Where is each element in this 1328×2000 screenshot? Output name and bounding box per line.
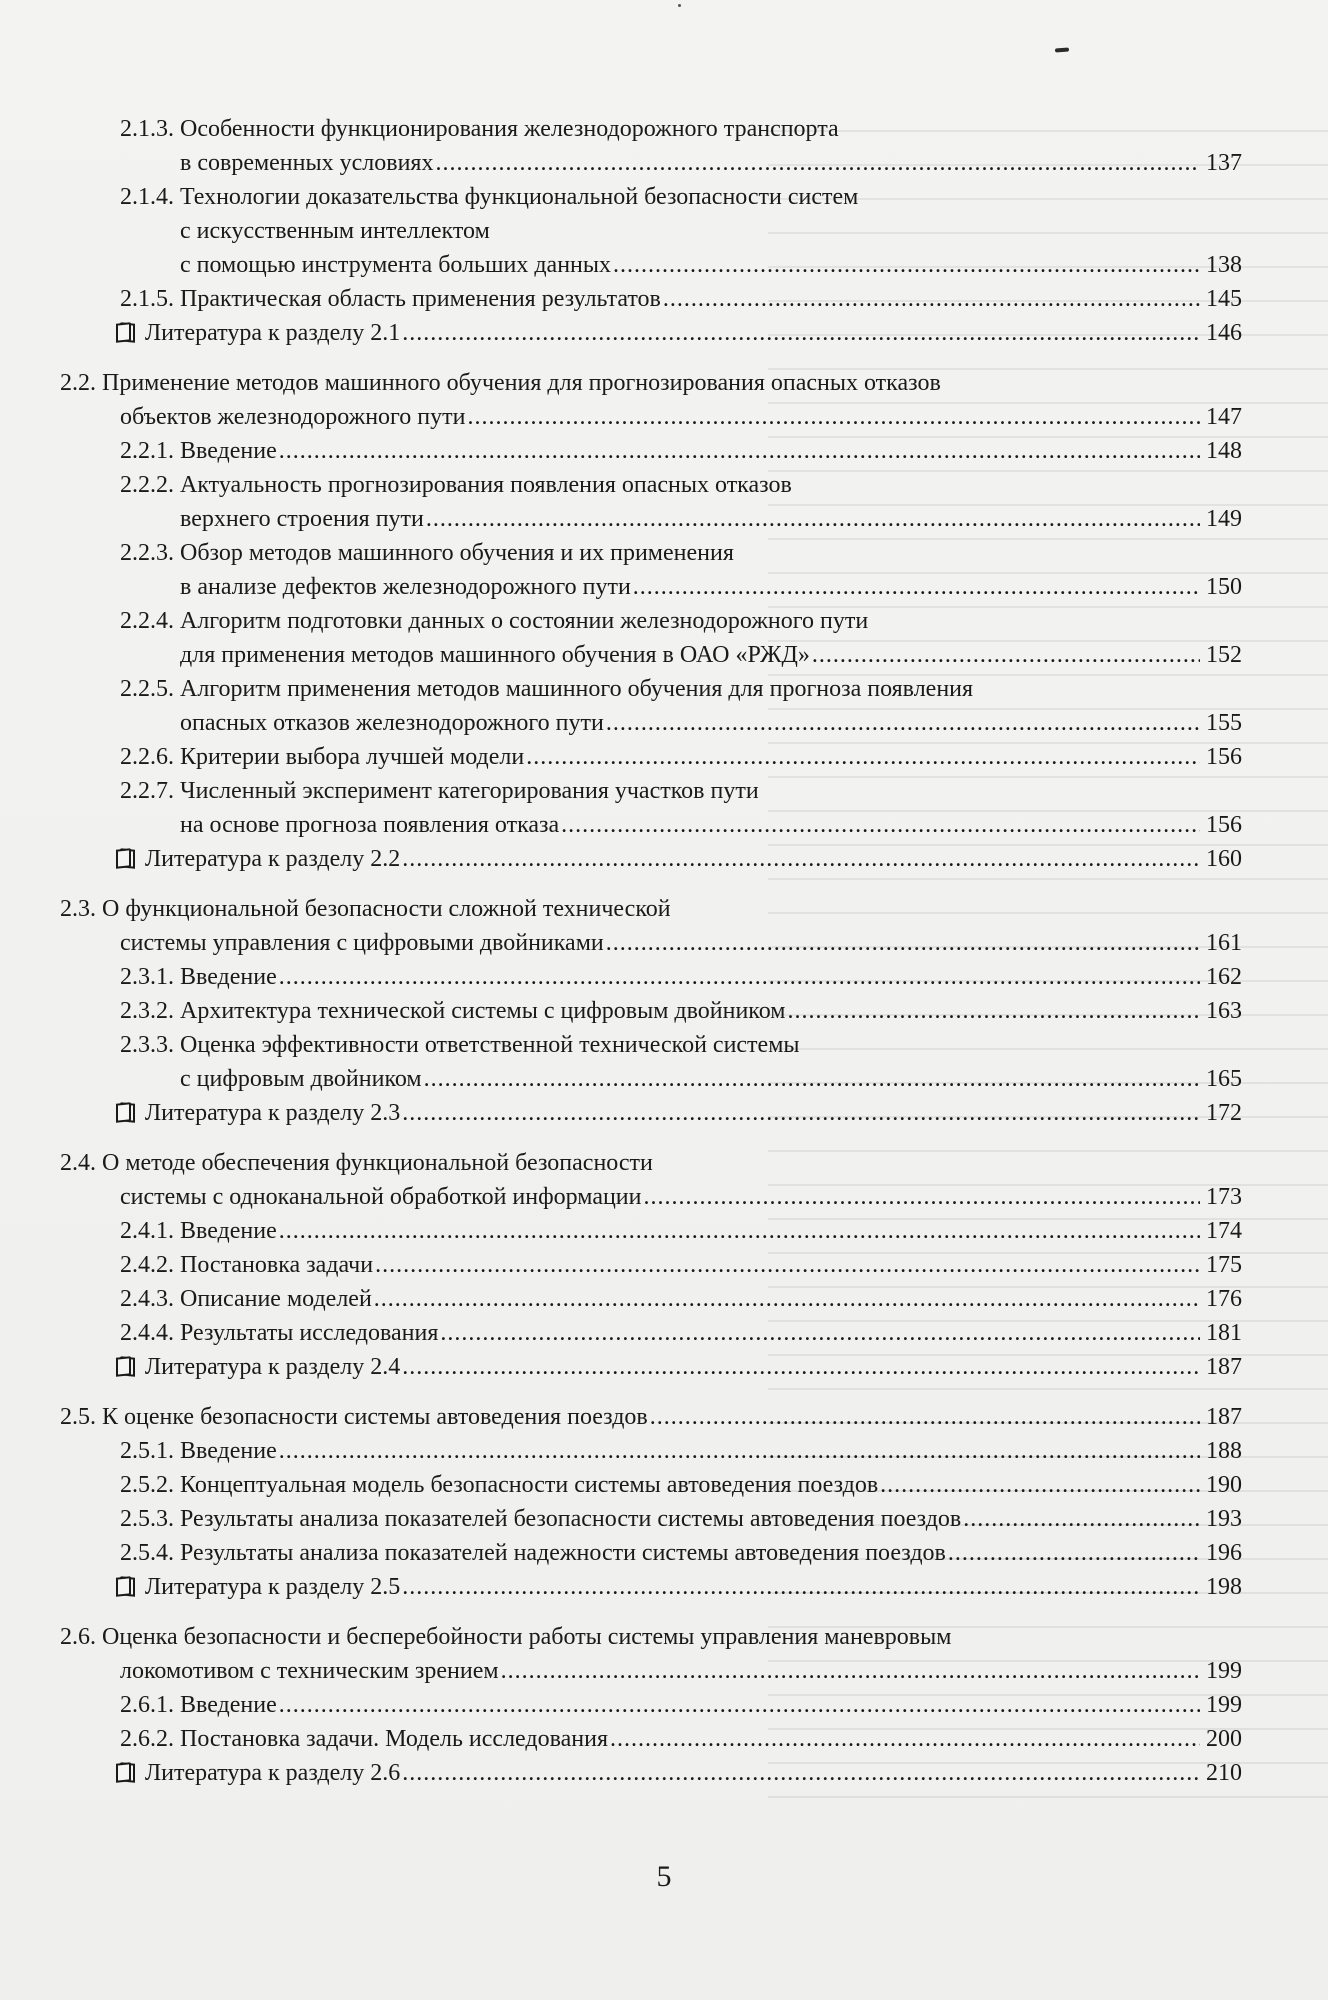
dot-leader — [501, 1654, 1200, 1688]
toc-entry[interactable] — [60, 604, 1242, 638]
toc-page-number: 145 — [1206, 286, 1242, 312]
toc-entry-title: системы с одноканальной обработкой информации — [120, 1184, 642, 1210]
dot-leader — [279, 960, 1200, 994]
dot-leader — [963, 1502, 1200, 1536]
toc-entry[interactable] — [60, 1028, 1242, 1062]
dot-leader — [787, 994, 1200, 1028]
ink-mark — [1055, 48, 1069, 53]
dot-leader — [812, 638, 1200, 672]
toc-entry-title: 2.2.2. Актуальность прогнозирования появления опасных отказов — [120, 472, 792, 498]
dot-leader — [402, 1350, 1200, 1384]
toc-entry-title: верхнего строения пути — [180, 506, 424, 532]
toc-literature-entry[interactable] — [60, 842, 1242, 876]
toc-page-number: 137 — [1206, 150, 1242, 176]
toc-entry-title: опасных отказов железнодорожного пути — [180, 710, 604, 736]
toc-entry-title: 2.1.4. Технологии доказательства функциональной безопасности систем — [120, 184, 859, 210]
toc-entry[interactable] — [60, 366, 1242, 400]
section-gap — [60, 1604, 1242, 1620]
toc-page-number: 160 — [1206, 846, 1242, 872]
toc-page-number: 163 — [1206, 998, 1242, 1024]
dot-leader — [402, 842, 1200, 876]
toc-entry-title: объектов железнодорожного пути — [120, 404, 466, 430]
book-icon — [120, 1102, 131, 1120]
toc-entry[interactable] — [60, 214, 1242, 248]
toc-entry[interactable] — [60, 1502, 1242, 1536]
toc-entry[interactable] — [60, 1146, 1242, 1180]
dot-leader — [606, 926, 1200, 960]
toc-page-number: 165 — [1206, 1066, 1242, 1092]
dot-leader — [561, 808, 1200, 842]
toc-page-number: 161 — [1206, 930, 1242, 956]
dot-leader — [948, 1536, 1200, 1570]
toc-entry-title: 2.2.3. Обзор методов машинного обучения и их применения — [120, 540, 734, 566]
toc-entry[interactable] — [60, 994, 1242, 1028]
toc-entry-title: 2.5. К оценке безопасности системы автоведения поездов — [60, 1404, 648, 1430]
dot-leader — [279, 434, 1200, 468]
toc-entry[interactable] — [60, 960, 1242, 994]
toc-page-number: 162 — [1206, 964, 1242, 990]
toc-entry[interactable] — [60, 1282, 1242, 1316]
toc-page-number: 200 — [1206, 1726, 1242, 1752]
toc-entry-title: 2.3.1. Введение — [120, 964, 277, 990]
toc-entry[interactable] — [60, 468, 1242, 502]
page-number: 5 — [656, 1860, 672, 1893]
dot-leader — [606, 706, 1200, 740]
toc-entry-title: для применения методов машинного обучения в ОАО «РЖД» — [180, 642, 810, 668]
book-icon — [120, 1762, 131, 1780]
toc-entry-title: 2.4.1. Введение — [120, 1218, 277, 1244]
toc-entry-title: 2.2.4. Алгоритм подготовки данных о состоянии железнодорожного пути — [120, 608, 869, 634]
toc-entry-title: Литература к разделу 2.3 — [144, 1100, 401, 1126]
toc-entry[interactable] — [60, 1180, 1242, 1214]
toc-entry[interactable] — [60, 1434, 1242, 1468]
toc-entry-title: 2.3.2. Архитектура технической системы с цифровым двойником — [120, 998, 786, 1024]
toc-entry[interactable] — [60, 1062, 1242, 1096]
section-gap — [60, 876, 1242, 892]
toc-entry-title: в анализе дефектов железнодорожного пути — [180, 574, 631, 600]
toc-entry[interactable] — [60, 1536, 1242, 1570]
toc-page-number: 138 — [1206, 252, 1242, 278]
toc-entry-title: 2.2. Применение методов машинного обучения для прогнозирования опасных отказов — [60, 370, 941, 396]
toc-entry[interactable] — [60, 808, 1242, 842]
toc-entry-title: 2.2.7. Численный эксперимент категорирования участков пути — [120, 778, 759, 804]
dot-leader — [402, 316, 1200, 350]
toc-page-number: 193 — [1206, 1506, 1242, 1532]
dot-leader — [610, 1722, 1200, 1756]
dot-leader — [279, 1434, 1200, 1468]
toc-entry[interactable] — [60, 1654, 1242, 1688]
dot-leader — [526, 740, 1200, 774]
toc-page-number: 187 — [1206, 1404, 1242, 1430]
table-of-contents — [60, 112, 1242, 1790]
toc-entry[interactable] — [60, 706, 1242, 740]
toc-entry[interactable] — [60, 1722, 1242, 1756]
toc-entry[interactable] — [60, 1214, 1242, 1248]
toc-page-number: 155 — [1206, 710, 1242, 736]
toc-page-number: 199 — [1206, 1692, 1242, 1718]
dot-leader — [374, 1282, 1200, 1316]
dot-leader — [613, 248, 1200, 282]
toc-literature-entry[interactable] — [60, 1756, 1242, 1790]
toc-entry[interactable] — [60, 1468, 1242, 1502]
toc-entry-title: 2.6.1. Введение — [120, 1692, 277, 1718]
toc-entry[interactable] — [60, 536, 1242, 570]
toc-page-number: 156 — [1206, 744, 1242, 770]
book-icon — [120, 1356, 131, 1374]
toc-page-number: 156 — [1206, 812, 1242, 838]
toc-entry[interactable] — [60, 926, 1242, 960]
toc-entry-title: с искусственным интеллектом — [180, 218, 490, 244]
dot-leader — [467, 400, 1200, 434]
toc-entry-title: Литература к разделу 2.5 — [144, 1574, 401, 1600]
toc-page-number: 148 — [1206, 438, 1242, 464]
toc-page-number: 175 — [1206, 1252, 1242, 1278]
dot-leader — [426, 502, 1200, 536]
toc-entry-title: Литература к разделу 2.1 — [144, 320, 401, 346]
toc-page-number: 181 — [1206, 1320, 1242, 1346]
toc-entry-title: 2.1.3. Особенности функционирования железнодорожного транспорта — [120, 116, 839, 142]
toc-entry-title: Литература к разделу 2.2 — [144, 846, 401, 872]
toc-entry[interactable] — [60, 1248, 1242, 1282]
toc-entry-title: 2.6. Оценка безопасности и бесперебойности работы системы управления маневровым — [60, 1624, 952, 1650]
book-icon — [120, 322, 131, 340]
toc-entry-title: 2.4.4. Результаты исследования — [120, 1320, 439, 1346]
dot-leader — [402, 1570, 1200, 1604]
toc-page-number: 199 — [1206, 1658, 1242, 1684]
toc-page-number: 172 — [1206, 1100, 1242, 1126]
dot-leader — [424, 1062, 1200, 1096]
toc-entry[interactable] — [60, 1400, 1242, 1434]
toc-page-number: 198 — [1206, 1574, 1242, 1600]
dot-leader — [435, 146, 1200, 180]
toc-entry-title: 2.2.1. Введение — [120, 438, 277, 464]
dot-leader — [644, 1180, 1201, 1214]
toc-entry-title: 2.5.1. Введение — [120, 1438, 277, 1464]
toc-entry-title: 2.3. О функциональной безопасности сложной технической — [60, 896, 671, 922]
toc-entry-title: 2.3.3. Оценка эффективности ответственной технической системы — [120, 1032, 800, 1058]
toc-literature-entry[interactable] — [60, 316, 1242, 350]
toc-entry[interactable] — [60, 638, 1242, 672]
toc-page-number: 187 — [1206, 1354, 1242, 1380]
toc-entry[interactable] — [60, 672, 1242, 706]
book-icon — [120, 848, 131, 866]
toc-entry-title: на основе прогноза появления отказа — [180, 812, 560, 838]
toc-entry[interactable] — [60, 774, 1242, 808]
toc-entry[interactable] — [60, 892, 1242, 926]
dot-leader — [650, 1400, 1200, 1434]
toc-entry-title: 2.5.4. Результаты анализа показателей надежности системы автоведения поездов — [120, 1540, 946, 1566]
toc-literature-entry[interactable] — [60, 1570, 1242, 1604]
toc-entry[interactable] — [60, 112, 1242, 146]
toc-entry-title: 2.4. О методе обеспечения функциональной безопасности — [60, 1150, 653, 1176]
section-gap — [60, 350, 1242, 366]
toc-entry[interactable] — [60, 180, 1242, 214]
toc-entry[interactable] — [60, 570, 1242, 604]
toc-entry-title: 2.5.3. Результаты анализа показателей безопасности системы автоведения поездов — [120, 1506, 962, 1532]
toc-entry[interactable] — [60, 282, 1242, 316]
toc-entry[interactable] — [60, 248, 1242, 282]
dot-leader — [402, 1756, 1200, 1790]
toc-entry[interactable] — [60, 740, 1242, 774]
toc-entry-title: с помощью инструмента больших данных — [180, 252, 612, 278]
toc-entry-title: Литература к разделу 2.6 — [144, 1760, 401, 1786]
toc-entry[interactable] — [60, 1688, 1242, 1722]
toc-entry-title: 2.4.2. Постановка задачи — [120, 1252, 374, 1278]
toc-entry[interactable] — [60, 1316, 1242, 1350]
toc-entry[interactable] — [60, 1620, 1242, 1654]
toc-entry[interactable] — [60, 400, 1242, 434]
toc-page-number: 152 — [1206, 642, 1242, 668]
toc-page-number: 174 — [1206, 1218, 1242, 1244]
toc-page-number: 188 — [1206, 1438, 1242, 1464]
toc-entry-title: с цифровым двойником — [180, 1066, 422, 1092]
toc-entry-title: 2.4.3. Описание моделей — [120, 1286, 372, 1312]
toc-entry-title: системы управления с цифровыми двойниками — [120, 930, 604, 956]
toc-page-number: 210 — [1206, 1760, 1242, 1786]
book-icon — [120, 1576, 131, 1594]
dot-leader — [633, 570, 1200, 604]
dot-leader — [880, 1468, 1200, 1502]
toc-page-number: 190 — [1206, 1472, 1242, 1498]
toc-page-number: 173 — [1206, 1184, 1242, 1210]
dot-leader — [375, 1248, 1200, 1282]
dot-leader — [279, 1688, 1200, 1722]
toc-literature-entry[interactable] — [60, 1350, 1242, 1384]
toc-entry-title: 2.6.2. Постановка задачи. Модель исследования — [120, 1726, 608, 1752]
toc-page-number: 146 — [1206, 320, 1242, 346]
toc-entry-title: 2.2.5. Алгоритм применения методов машинного обучения для прогноза появления — [120, 676, 974, 702]
dot-leader — [402, 1096, 1200, 1130]
toc-page-number: 176 — [1206, 1286, 1242, 1312]
toc-entry-title: Литература к разделу 2.4 — [144, 1354, 401, 1380]
dot-leader — [663, 282, 1200, 316]
speck-mark — [678, 4, 681, 7]
dot-leader — [440, 1316, 1200, 1350]
toc-page-number: 147 — [1206, 404, 1242, 430]
toc-entry-title: в современных условиях — [180, 150, 434, 176]
toc-entry-title: 2.1.5. Практическая область применения результатов — [120, 286, 661, 312]
toc-entry[interactable] — [60, 502, 1242, 536]
toc-entry-title: 2.2.6. Критерии выбора лучшей модели — [120, 744, 525, 770]
toc-page-number: 150 — [1206, 574, 1242, 600]
toc-entry[interactable] — [60, 434, 1242, 468]
toc-entry-title: локомотивом с техническим зрением — [120, 1658, 499, 1684]
toc-literature-entry[interactable] — [60, 1096, 1242, 1130]
section-gap — [60, 1384, 1242, 1400]
dot-leader — [279, 1214, 1200, 1248]
toc-entry[interactable] — [60, 146, 1242, 180]
toc-page-number: 196 — [1206, 1540, 1242, 1566]
toc-entry-title: 2.5.2. Концептуальная модель безопасности системы автоведения поездов — [120, 1472, 879, 1498]
section-gap — [60, 1130, 1242, 1146]
toc-page-number: 149 — [1206, 506, 1242, 532]
